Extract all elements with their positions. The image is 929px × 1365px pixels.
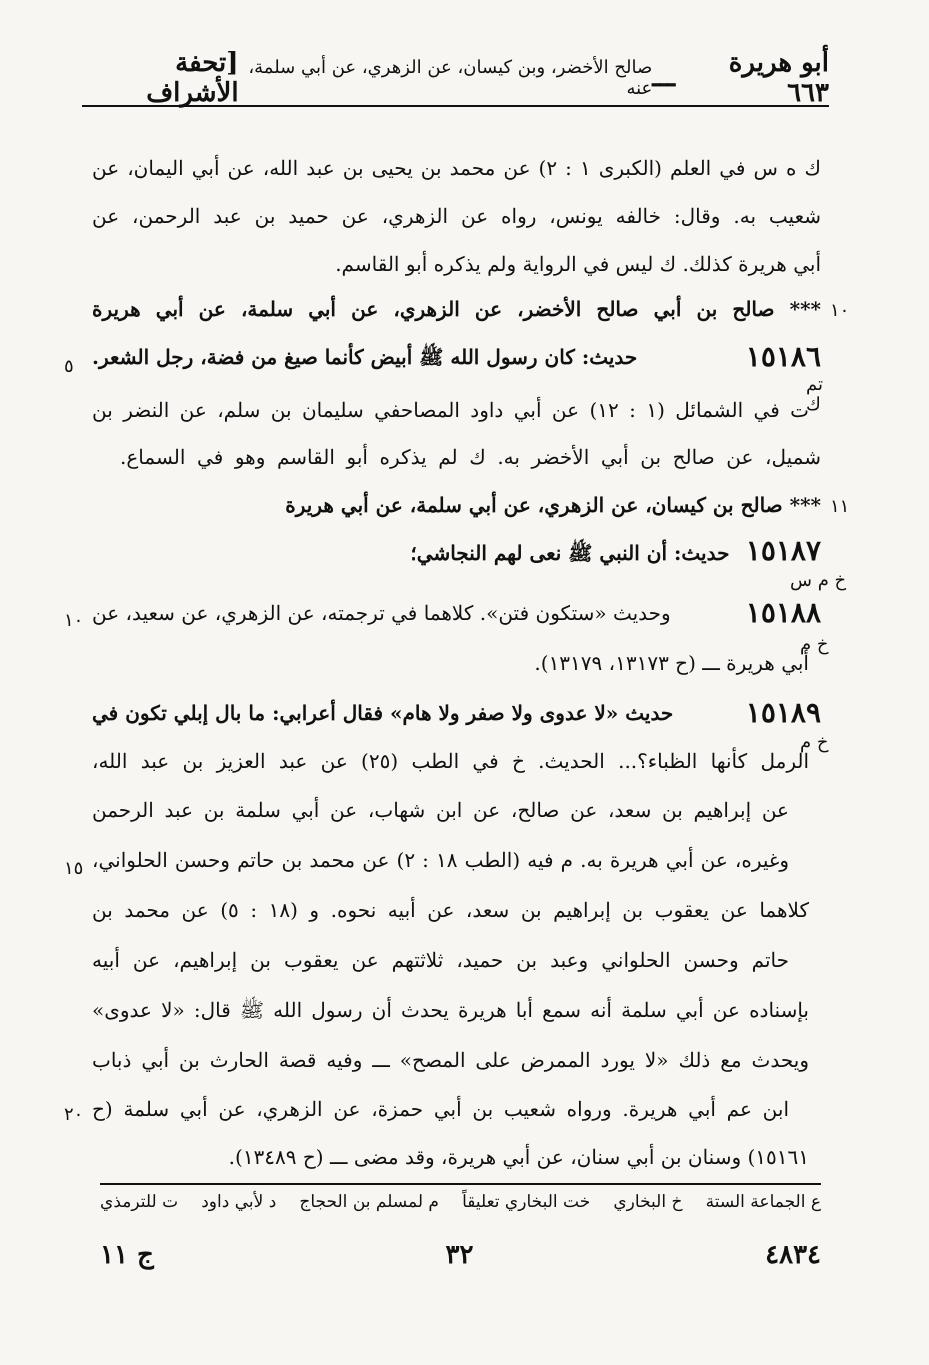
hadith-number: ١٥١٨٧ xyxy=(745,534,821,567)
margin-number: ٥ xyxy=(64,356,74,377)
abbr-item: خ البخاري xyxy=(613,1192,683,1212)
hadith-text: حديث «لا عدوى ولا صفر ولا هام» فقال أعرابي: ما بال إبلي تكون في xyxy=(92,701,674,725)
margin-number: ١٠ xyxy=(830,300,850,321)
hadith-number: ١٥١٨٩ xyxy=(745,696,821,729)
hadith-text: حديث: أن النبي ﷺ نعى لهم النجاشي؛ xyxy=(410,541,730,565)
volume-label: ج ١١ xyxy=(100,1240,154,1270)
header-chain: صالح الأخضر، وبن كيسان، عن الزهري، عن أبي سلمة، عنه xyxy=(248,57,653,99)
margin-number: ١٥ xyxy=(64,858,84,879)
text-line: الرمل كأنها الظباء؟... الحديث. خ في الطب (٢٥) عن عبد العزيز بن عبد الله، xyxy=(92,749,809,773)
abbr-item: خت البخاري تعليقاً xyxy=(462,1192,591,1212)
header-rule xyxy=(82,105,829,107)
abbr-item: م لمسلم بن الحجاج xyxy=(299,1192,439,1212)
hadith-row xyxy=(92,696,821,730)
margin-number: ٢٠ xyxy=(64,1104,84,1125)
footer-serial: ٤٨٣٤ xyxy=(765,1240,821,1270)
chain-heading: *** صالح بن أبي صالح الأخضر، عن الزهري، عن أبي سلمة، عن أبي هريرة xyxy=(92,297,821,321)
chain-heading: *** صالح بن كيسان، عن الزهري، عن أبي سلمة، عن أبي هريرة xyxy=(285,493,821,517)
hadith-text: حديث: كان رسول الله ﷺ أبيض كأنما صيغ من فضة، رجل الشعر. xyxy=(92,345,638,369)
text-line: حاتم وحسن الحلواني وعبد بن حميد، ثلاثتهم عن يعقوب بن إبراهيم، عن أبيه xyxy=(92,948,789,972)
abbr-item: ع الجماعة الستة xyxy=(705,1192,821,1212)
text-line: ت في الشمائل (١ : ١٢) عن أبي داود المصاحفي سليمان بن سلم، عن النضر بن xyxy=(92,398,809,422)
page-number: ٣٢ xyxy=(445,1240,474,1270)
page-footer xyxy=(100,1238,821,1272)
header-narrator: أبو هريرة ٦٦٣ xyxy=(728,48,829,108)
text-line: شميل، عن صالح بن أبي الأخضر به. ك لم يذكره أبو القاسم وهو في السماع. xyxy=(120,445,821,469)
abbr-item: د لأبي داود xyxy=(201,1192,277,1212)
text-line: عن إبراهيم بن سعد، عن صالح، عن ابن شهاب، عن أبي سلمة بن عبد الرحمن xyxy=(92,798,789,822)
text-line: بإسناده عن أبي سلمة أنه سمع أبا هريرة يحدث أن رسول الله ﷺ قال: «لا عدوى» xyxy=(92,998,809,1022)
margin-number: ١١ xyxy=(830,496,850,517)
hadith-row xyxy=(92,340,821,374)
hadith-number: ١٥١٨٦ xyxy=(745,340,821,373)
text-line: أبي هريرة كذلك. ك ليس في الرواية ولم يذكره أبو القاسم. xyxy=(335,252,821,276)
symbol-mark: تم xyxy=(806,374,823,395)
hadith-number: ١٥١٨٨ xyxy=(745,596,821,629)
text-line: ١٥١٦١) وسنان بن أبي سنان، عن أبي هريرة، وقد مضى ـــ (ح ١٣٤٨٩). xyxy=(228,1145,809,1169)
text-line: ويحدث مع ذلك «لا يورد الممرض على المصح» ـــ وفيه قصة الحارث بن أبي ذباب xyxy=(92,1048,809,1072)
text-line: ابن عم أبي هريرة. ورواه شعيب بن أبي حمزة، عن الزهري، عن أبي سلمة (ح xyxy=(92,1097,789,1121)
symbol-mark: خ م س xyxy=(790,570,847,591)
text-line: كلاهما عن يعقوب بن إبراهيم بن سعد، عن أبيه نحوه. و (١٨ : ٥) عن محمد بن xyxy=(92,898,809,922)
hadith-text: وحديث «ستكون فتن». كلاهما في ترجمته، عن الزهري، عن سعيد، عن xyxy=(92,601,671,625)
margin-number: ١٠ xyxy=(64,610,84,631)
symbol-mark: ك xyxy=(806,394,821,415)
hadith-row xyxy=(410,534,821,568)
abbreviations-key xyxy=(100,1192,821,1220)
running-header xyxy=(82,48,829,108)
text-line: وغيره، عن أبي هريرة به. م فيه (الطب ١٨ : ٢) عن محمد بن حاتم وحسن الحلواني، xyxy=(92,848,789,872)
text-line: شعيب به. وقال: خالفه يونس، رواه عن الزهري، عن حميد بن عبد الرحمن، عن xyxy=(92,204,821,228)
text-line: أبي هريرة ـــ (ح ١٣١٧٣، ١٣١٧٩). xyxy=(534,651,809,675)
abbr-item: ت للترمذي xyxy=(100,1192,179,1212)
footnote-rule xyxy=(100,1183,821,1185)
text-line: ك ه س في العلم (الكبرى ١ : ٢) عن محمد بن يحيى بن عبد الله، عن أبي اليمان، عن xyxy=(92,156,821,180)
header-narrator-group xyxy=(652,48,829,108)
hadith-row xyxy=(92,596,821,630)
symbol-mark: خ م xyxy=(800,732,829,753)
symbol-mark: خ م xyxy=(800,634,829,655)
header-book-title: [تحفة الأشراف xyxy=(146,48,239,108)
header-dash: ـــ xyxy=(652,63,676,93)
